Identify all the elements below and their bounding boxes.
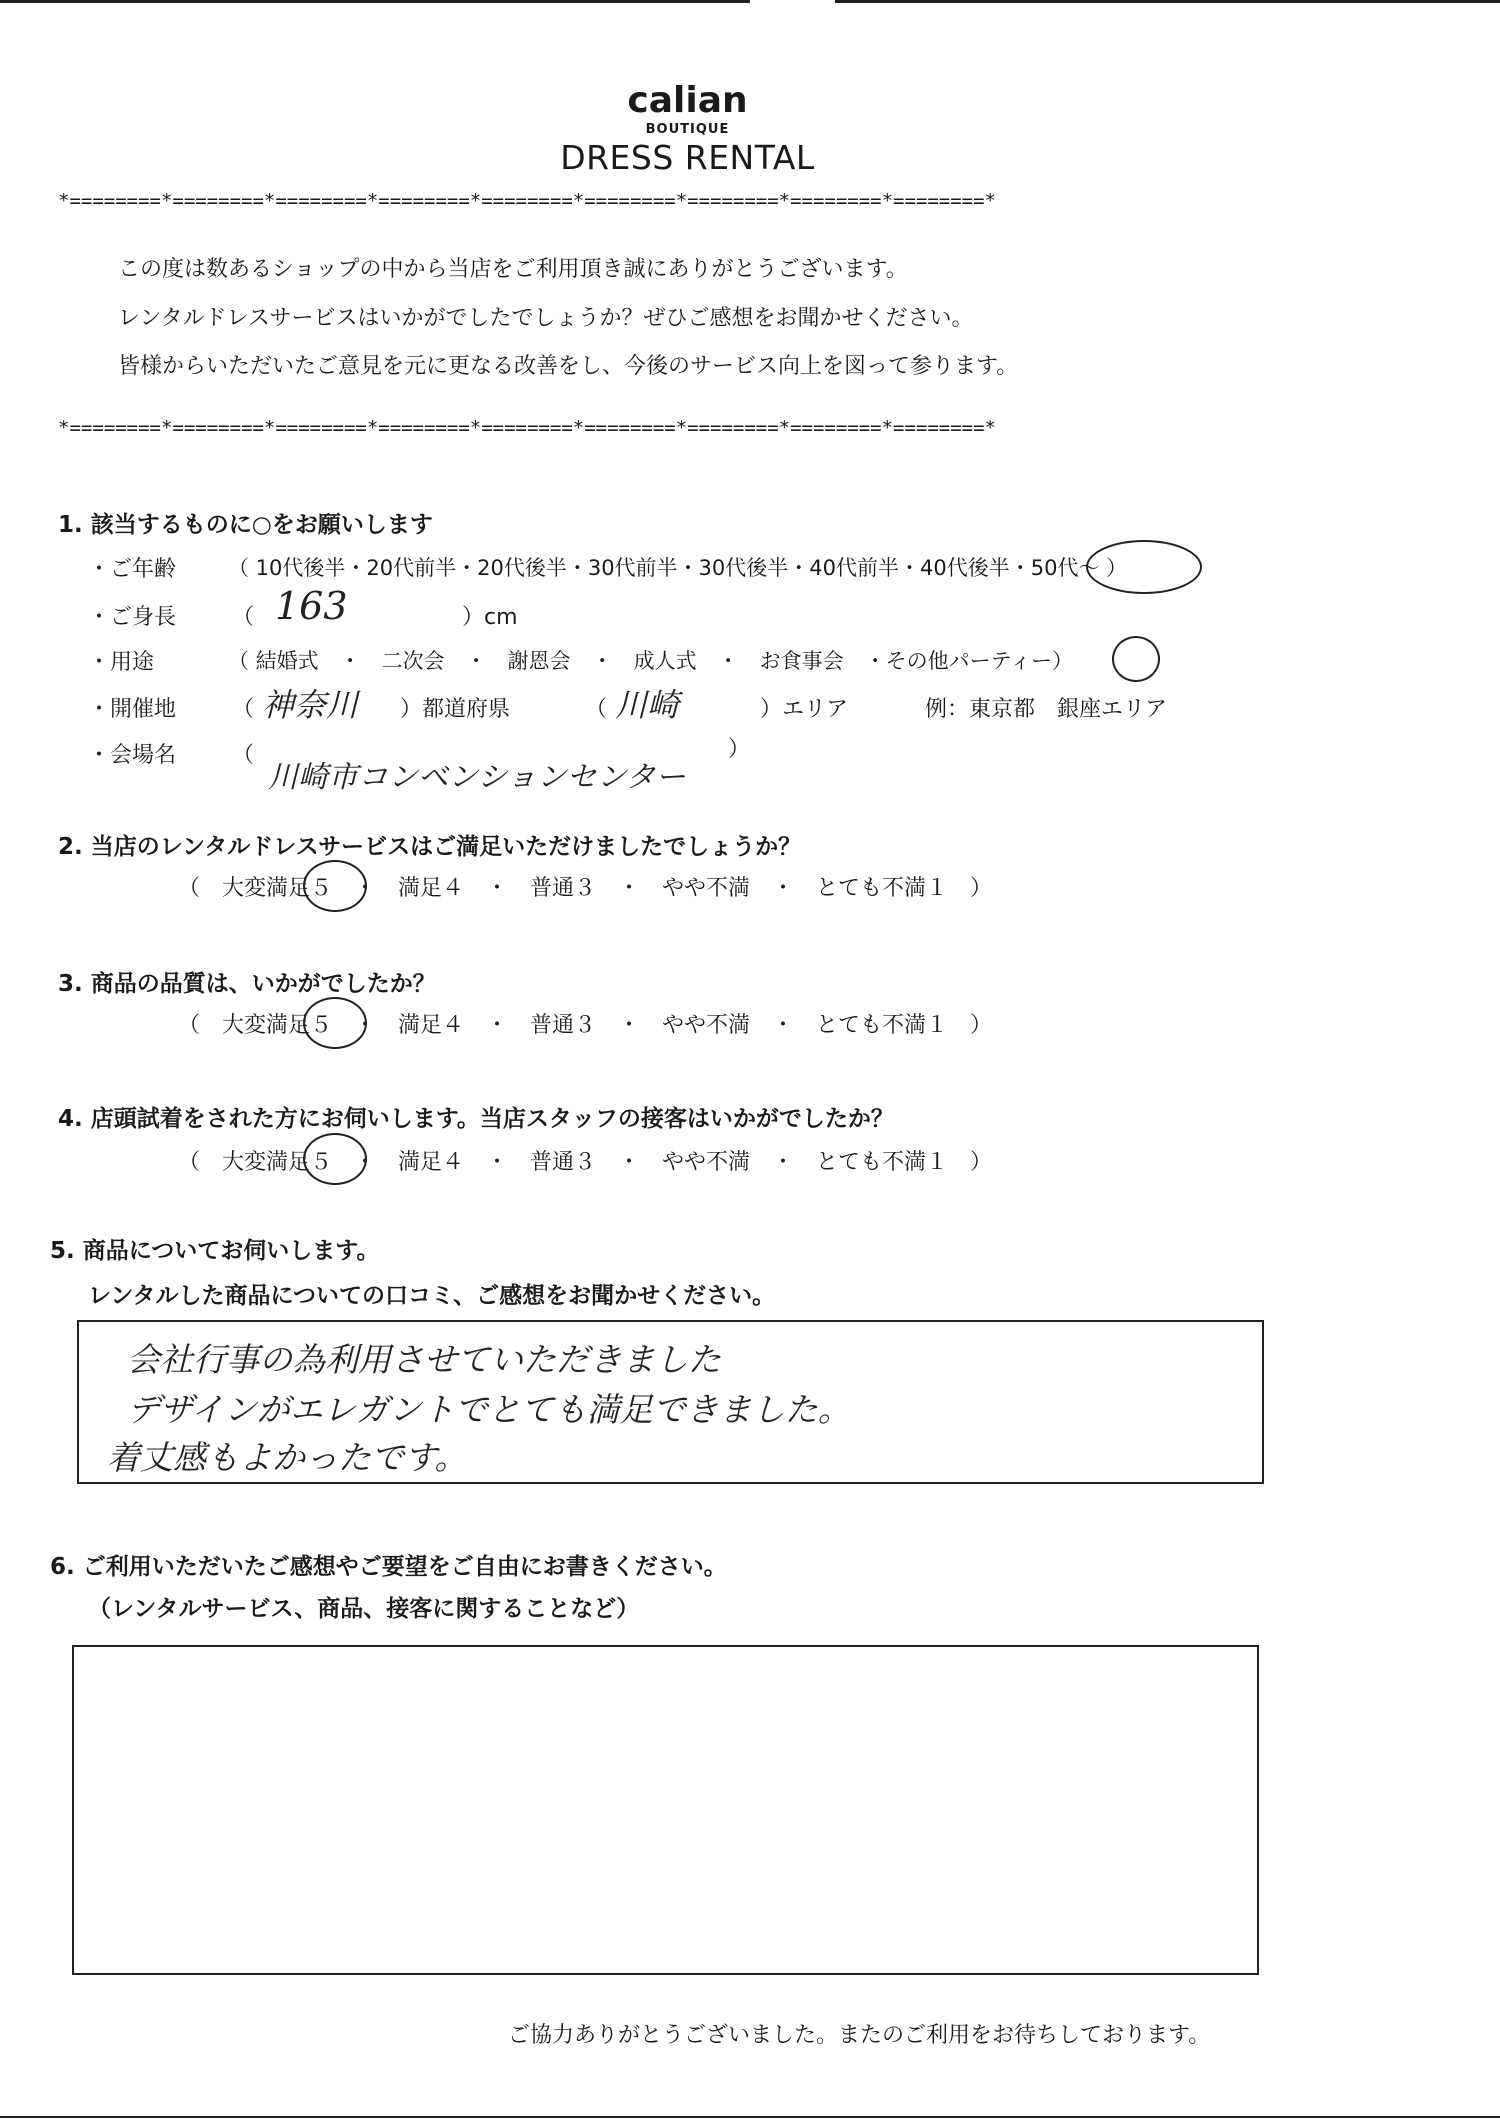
age-selected-circle xyxy=(1086,540,1202,594)
venue-area-label: ・開催地 xyxy=(88,697,177,722)
q5-answer-line-3: 着丈感もよかったです。 xyxy=(107,1438,468,1477)
q5-answer-line-1: 会社行事の為利用させていただきました xyxy=(127,1340,721,1379)
q5-answer-box[interactable] xyxy=(77,1320,1264,1484)
prefecture-open: （ xyxy=(232,697,255,722)
q5-heading: 5. 商品についてお伺いします。 xyxy=(50,1238,380,1264)
q4-heading: 4. 店頭試着をされた方にお伺いします。当店スタッフの接客はいかがでしたか？ xyxy=(58,1106,894,1132)
venue-name-close: ） xyxy=(728,737,751,762)
q2-heading: 2. 当店のレンタルドレスサービスはご満足いただけましたでしょうか？ xyxy=(58,834,802,860)
q6-heading: 6. ご利用いただいたご感想やご要望をご自由にお書きください。 xyxy=(50,1554,727,1580)
prefecture-value[interactable]: 神奈川 xyxy=(262,686,359,724)
q5-answer-line-2: デザインがエレガントでとても満足できました。 xyxy=(127,1390,851,1429)
brand-sub: BOUTIQUE xyxy=(645,122,730,137)
prefecture-suffix: ）都道府県 xyxy=(400,697,511,722)
q2-selected-circle xyxy=(303,860,367,912)
q6-answer-box[interactable] xyxy=(72,1645,1259,1975)
venue-name-value[interactable]: 川崎市コンベンションセンター xyxy=(268,760,686,795)
venue-name-open: （ xyxy=(232,743,255,768)
q6-subheading: （レンタルサービス、商品、接客に関することなど） xyxy=(88,1596,640,1622)
bottom-scan-line xyxy=(0,2116,1500,2118)
intro-line-1: この度は数あるショップの中から当店をご利用頂き誠にありがとうございます。 xyxy=(118,257,908,282)
divider-top: *========*========*========*========*========*========*========*========*========* xyxy=(58,190,996,212)
age-label: ・ご年齢 xyxy=(88,557,177,582)
page-title: DRESS RENTAL xyxy=(560,138,815,177)
height-value[interactable]: 163 xyxy=(275,584,348,628)
top-scan-line-left xyxy=(0,0,750,3)
area-value[interactable]: 川崎 xyxy=(615,686,680,724)
venue-name-label: ・会場名 xyxy=(88,743,177,768)
q3-selected-circle xyxy=(303,997,367,1049)
purpose-options: （ 結婚式 ・ 二次会 ・ 謝恩会 ・ 成人式 ・ お食事会 ・その他パーティー） xyxy=(228,649,1073,673)
intro-line-2: レンタルドレスサービスはいかがでしたでしょうか？ぜひご感想をお聞かせください。 xyxy=(118,306,974,331)
q3-scale: （ 大変満足５ ・ 満足４ ・ 普通３ ・ やや不満 ・ とても不満１ ） xyxy=(178,1013,993,1038)
brand-logo: calian xyxy=(627,80,748,121)
q1-heading: 1. 該当するものに○をお願いします xyxy=(58,512,433,538)
q2-scale: （ 大変満足５ ・ 満足４ ・ 普通３ ・ やや不満 ・ とても不満１ ） xyxy=(178,876,993,901)
q3-heading: 3. 商品の品質は、いかがでしたか？ xyxy=(58,971,436,997)
q4-scale: （ 大変満足５ ・ 満足４ ・ 普通３ ・ やや不満 ・ とても不満１ ） xyxy=(178,1150,993,1175)
divider-bottom: *========*========*========*========*========*========*========*========*========* xyxy=(58,417,996,439)
height-unit: ）cm xyxy=(462,605,518,630)
area-open: （ xyxy=(585,697,608,722)
age-options: （ 10代後半・20代前半・20代後半・30代前半・30代後半・40代前半・40代後半・50代～ ） xyxy=(228,556,1128,580)
purpose-label: ・用途 xyxy=(88,650,155,675)
area-suffix: ）エリア xyxy=(760,697,849,722)
q5-subheading: レンタルした商品についての口コミ、ご感想をお聞かせください。 xyxy=(88,1283,776,1309)
q4-selected-circle xyxy=(303,1133,367,1185)
purpose-selected-circle xyxy=(1112,636,1160,682)
venue-example: 例：東京都 銀座エリア xyxy=(925,697,1168,722)
intro-line-3: 皆様からいただいたご意見を元に更なる改善をし、今後のサービス向上を図って参ります。 xyxy=(118,354,1019,379)
height-open: （ xyxy=(232,605,255,630)
top-scan-line-right xyxy=(835,0,1500,3)
height-label: ・ご身長 xyxy=(88,605,177,630)
footer-thanks: ご協力ありがとうございました。またのご利用をお待ちしております。 xyxy=(508,2023,1211,2048)
